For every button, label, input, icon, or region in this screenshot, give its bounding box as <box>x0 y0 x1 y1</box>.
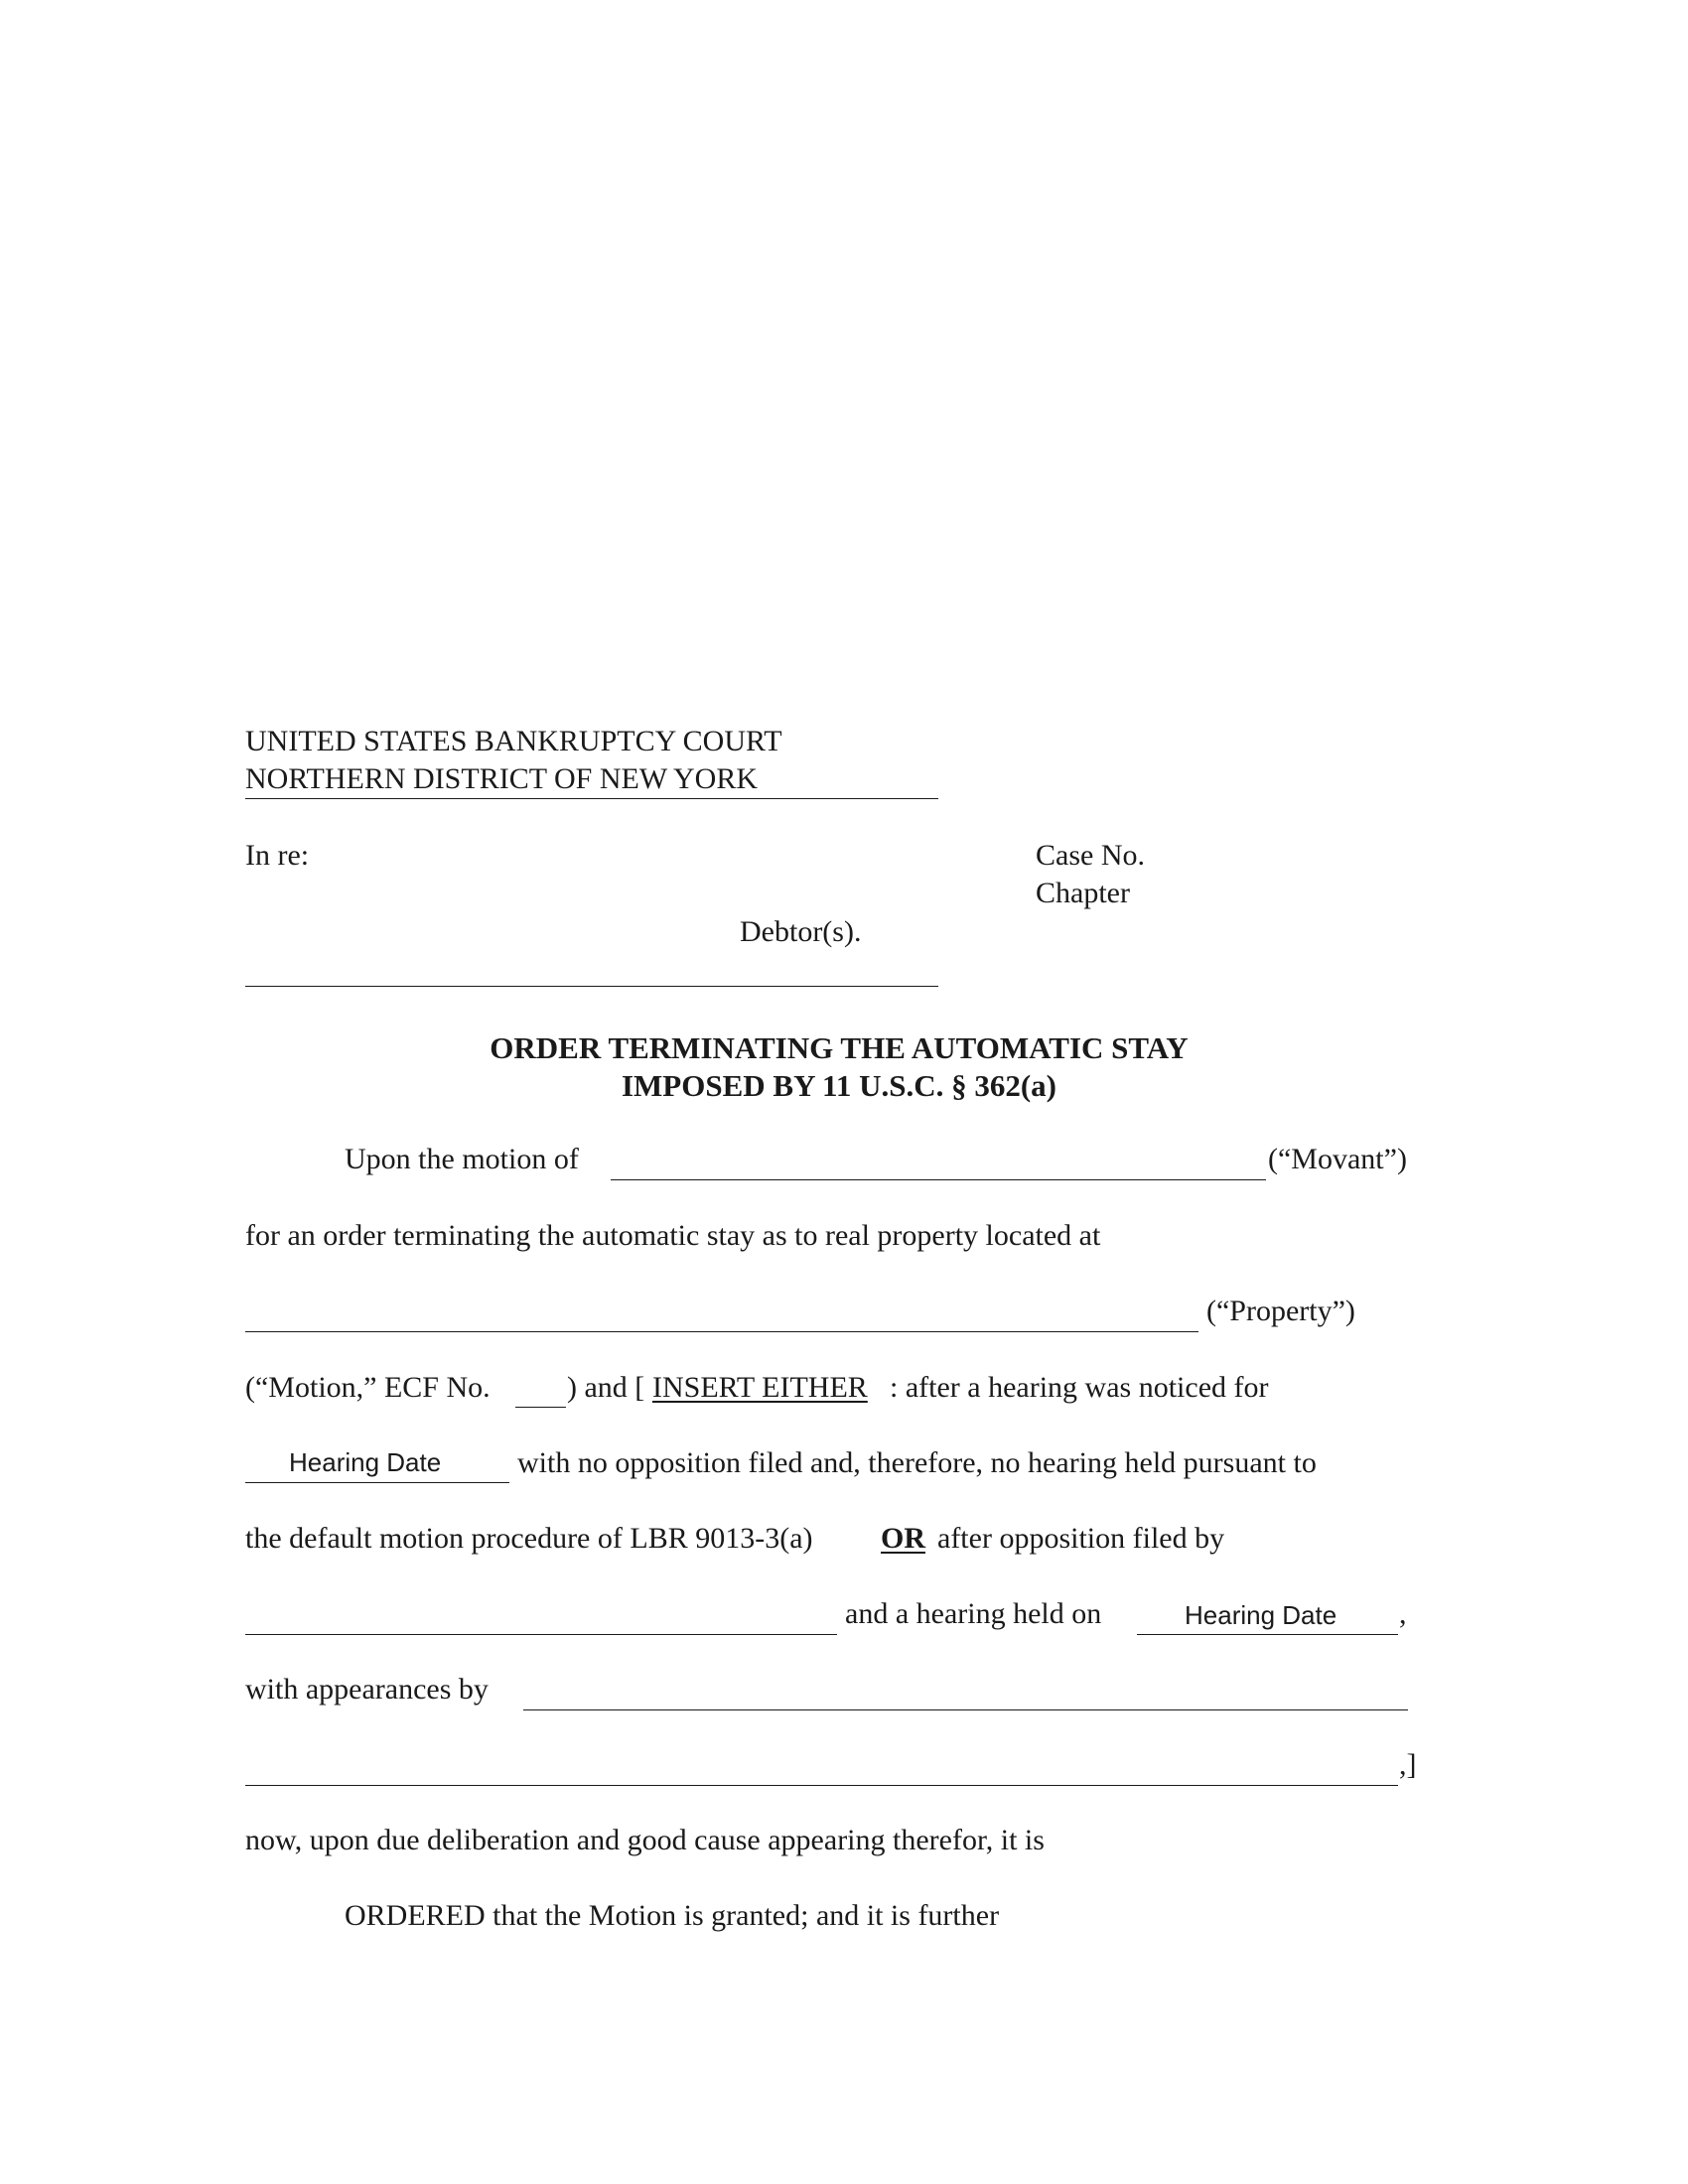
movant-label: (“Movant”) <box>1268 1143 1407 1175</box>
order-title-line2: IMPOSED BY 11 U.S.C. § 362(a) <box>621 1068 1057 1103</box>
in-re-label: In re: <box>245 839 310 872</box>
appearances-field-1[interactable] <box>523 1672 1408 1710</box>
motion-ecf-text: (“Motion,” ECF No. <box>245 1371 491 1404</box>
case-no-label: Case No. <box>1036 839 1145 872</box>
property-address-field[interactable] <box>245 1294 1198 1332</box>
noticed-hearing-date-value: Hearing Date <box>289 1447 442 1477</box>
debtors-label: Debtor(s). <box>740 915 862 948</box>
and-bracket-text: ) and [ <box>567 1371 645 1404</box>
terminating-stay-text: for an order terminating the automatic stay as to real property located at <box>245 1219 1101 1252</box>
insert-either-label: INSERT EITHER <box>652 1371 868 1404</box>
deliberation-text: now, upon due deliberation and good cause appearing therefor, it is <box>245 1824 1045 1856</box>
hearing-noticed-text: : after a hearing was noticed for <box>890 1371 1269 1404</box>
order-title-line1: ORDER TERMINATING THE AUTOMATIC STAY <box>490 1030 1189 1065</box>
or-label: OR <box>881 1522 925 1555</box>
chapter-label: Chapter <box>1036 877 1130 909</box>
hearing-held-on-text: and a hearing held on <box>845 1597 1102 1630</box>
no-opposition-text: with no opposition filed and, therefore, no hearing held pursuant to <box>517 1446 1317 1479</box>
header-underline <box>245 798 938 799</box>
district-name: NORTHERN DISTRICT OF NEW YORK <box>245 762 758 795</box>
opposition-filed-by-text: after opposition filed by <box>937 1522 1225 1555</box>
court-name: UNITED STATES BANKRUPTCY COURT <box>245 725 782 757</box>
opposing-party-field[interactable] <box>245 1596 837 1635</box>
appearances-end-bracket: ,] <box>1399 1748 1417 1781</box>
caption-bottom-rule <box>245 986 938 987</box>
property-label: (“Property”) <box>1206 1295 1355 1327</box>
ecf-number-field[interactable] <box>515 1369 566 1408</box>
movant-name-field[interactable] <box>611 1142 1266 1180</box>
motion-of-text: Upon the motion of <box>345 1143 579 1175</box>
hearing-comma: , <box>1399 1597 1407 1630</box>
appearances-field-2[interactable] <box>245 1747 1398 1786</box>
ordered-granted-text: ORDERED that the Motion is granted; and it is further <box>345 1899 1000 1932</box>
default-procedure-text: the default motion procedure of LBR 9013-3(a) <box>245 1522 813 1555</box>
held-hearing-date-value: Hearing Date <box>1185 1600 1337 1630</box>
appearances-by-text: with appearances by <box>245 1673 489 1706</box>
